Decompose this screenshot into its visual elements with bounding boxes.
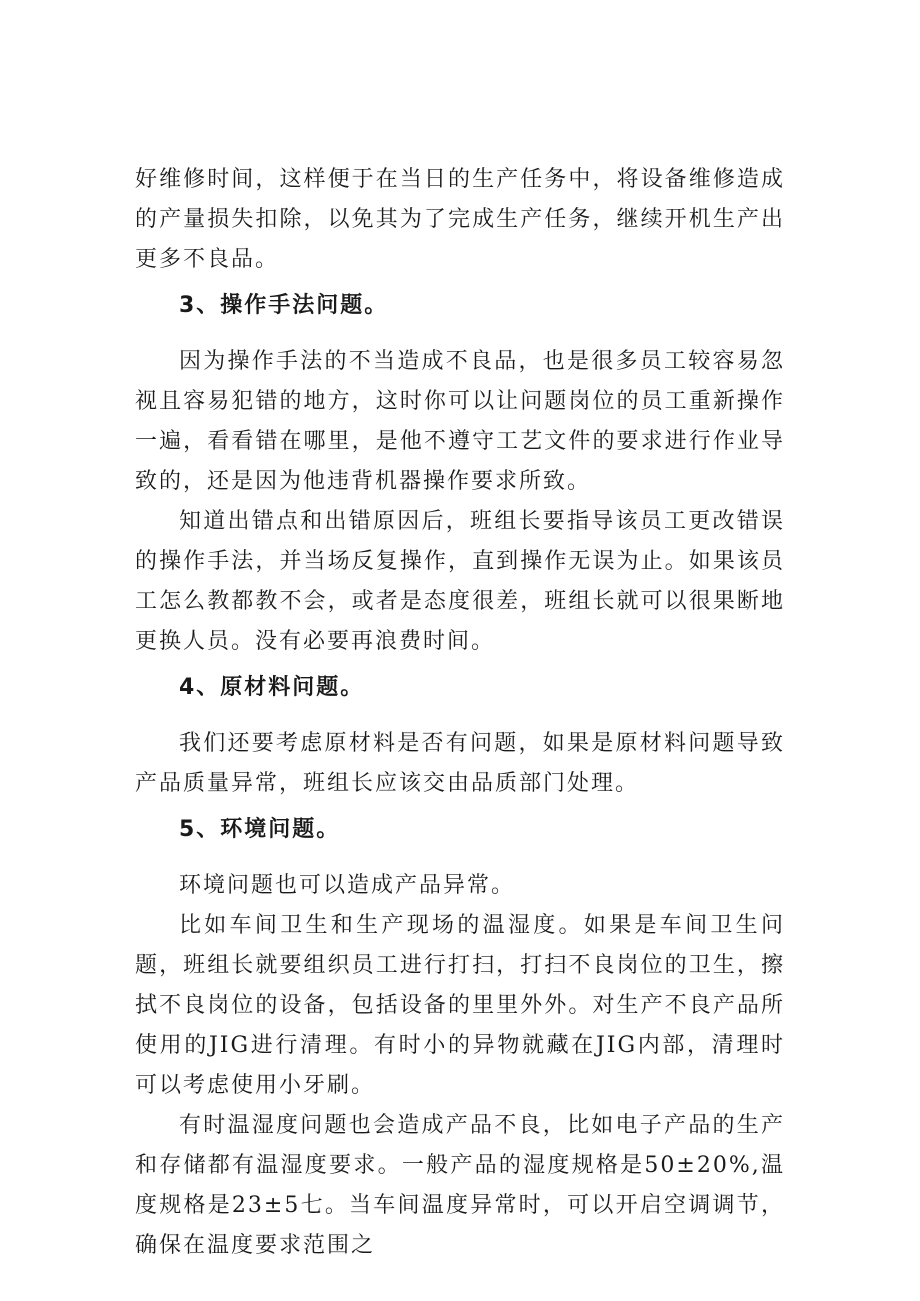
spacer — [135, 708, 785, 724]
paragraph-5-2: 比如车间卫生和生产现场的温湿度。如果是车间卫生问题，班组长就要组织员工进行打扫，打扫不良岗位的卫生，擦拭不良岗位的设备，包括设备的里里外外。对生产不良产品所使用的JIG进行清理。有时小的异物就藏在JIG内部，清理时可以考虑使用小牙刷。 — [135, 913, 785, 1098]
paragraph-3-2: 知道出错点和出错原因后，班组长要指导该员工更改错误的操作手法，并当场反复操作，直到操作无误为止。如果该员工怎么教都教不会，或者是态度很差，班组长就可以很果断地更换人员。没有必要再浪费时间。 — [135, 509, 785, 654]
paragraph-4-1: 我们还要考虑原材料是否有问题，如果是原材料问题导致产品质量异常，班组长应该交由品质部门处理。 — [135, 731, 785, 796]
spacer — [135, 850, 785, 866]
document-page — [135, 160, 785, 1266]
paragraph-5-3: 有时温湿度问题也会造成产品不良，比如电子产品的生产和存储都有温湿度要求。一般产品的湿度规格是50±20%,温度规格是23±5七。当车间温度异常时，可以开启空调调节，确保在温度要求范围之 — [135, 1113, 785, 1258]
paragraph-continued: 好维修时间，这样便于在当日的生产任务中，将设备维修造成的产量损失扣除，以免其为了完成生产任务，继续开机生产出更多不良品。 — [135, 167, 785, 272]
spacer — [135, 326, 785, 342]
section-heading-3: 3、操作手法问题。 — [179, 293, 389, 318]
section-heading-5: 5、环境问题。 — [179, 817, 341, 842]
paragraph-5-1: 环境问题也可以造成产品异常。 — [179, 873, 516, 898]
paragraph-3-1: 因为操作手法的不当造成不良品，也是很多员工较容易忽视且容易犯错的地方，这时你可以让问题岗位的员工重新操作一遍，看看错在哪里，是他不遵守工艺文件的要求进行作业导致的，还是因为他违背机器操作要求所致。 — [135, 349, 785, 494]
section-heading-4: 4、原材料问题。 — [179, 675, 365, 700]
